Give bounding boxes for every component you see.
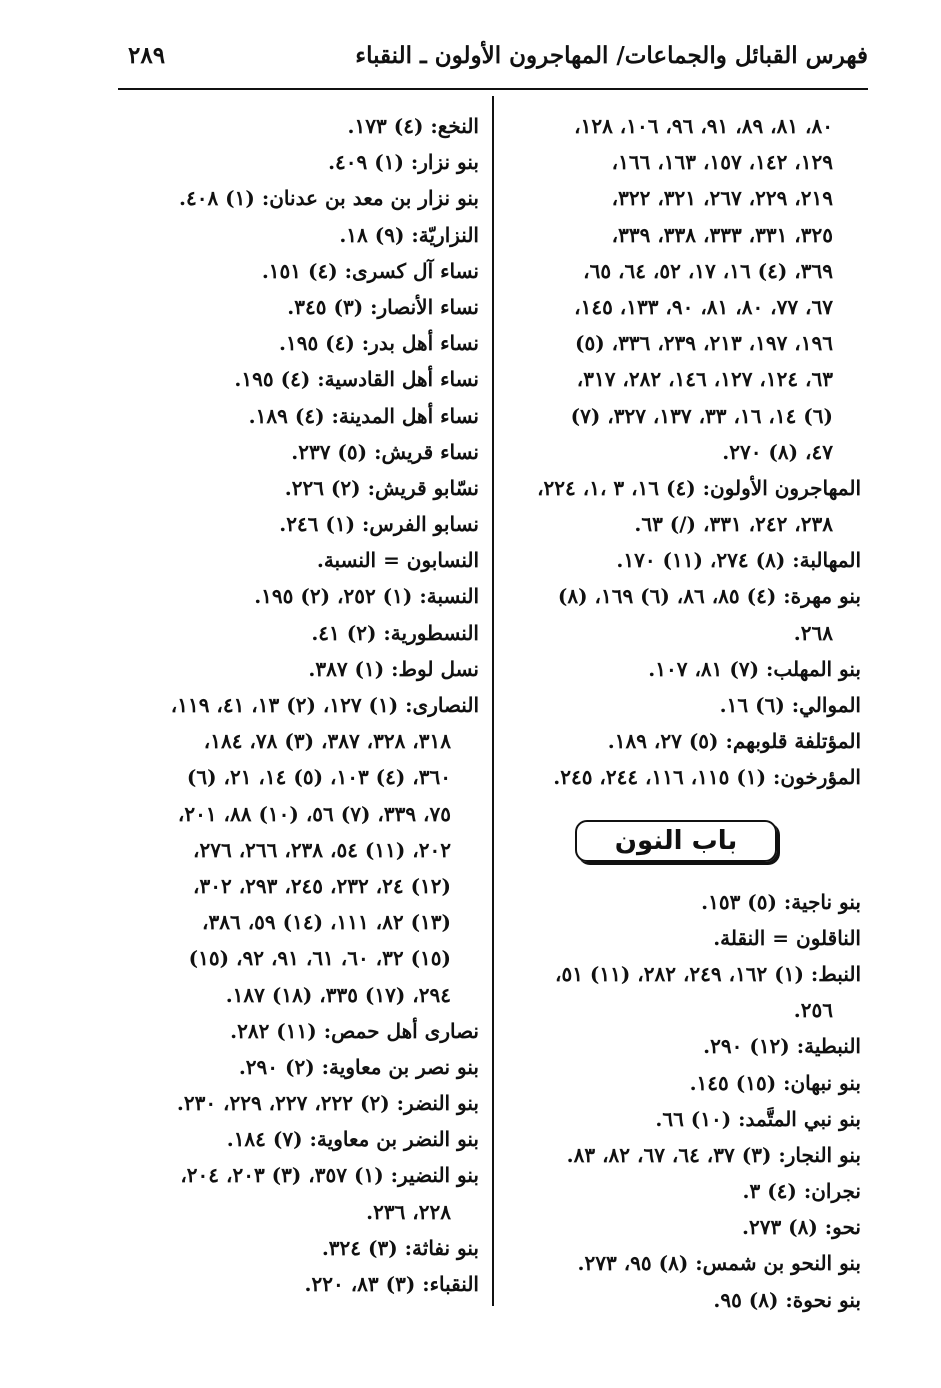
- index-line: ٣٢٥، ٣٣١، ٣٣٣، ٣٣٨، ٣٣٩،: [611, 222, 833, 247]
- index-entry: نساء أهل القادسية: (٤) ١٩٥.: [234, 367, 479, 392]
- section-heading-container: [491, 802, 861, 880]
- index-entry: بنو النضر بن معاوية: (٧) ١٨٤.: [226, 1127, 479, 1152]
- index-entry: نسّابو قريش: (٢) ٢٢٦.: [284, 475, 479, 500]
- index-entry: النخع: (٤) ١٧٣.: [347, 114, 479, 138]
- index-line: ٢٩٤، (١٧) ٣٣٥، (١٨) ١٨٧.: [225, 982, 451, 1007]
- index-entry: نسابو الفرس: (١) ٢٤٦.: [279, 512, 479, 537]
- index-line: ٣١٨، ٣٢٨، ٣٨٧، (٣) ٧٨، ١٨٤،: [203, 729, 451, 754]
- index-entry: الناقلون = النقلة.: [713, 925, 861, 950]
- index-line: ١٩٦، ١٩٧، ٢١٣، ٢٣٩، ٣٣٦، (٥): [575, 331, 833, 356]
- index-line: ٧٥، ٣٣٩، (٧) ٥٦، (١٠) ٨٨، ٢٠١،: [177, 801, 451, 826]
- right-column: [491, 108, 861, 1318]
- index-entry: نساء أهل بدر: (٤) ١٩٥.: [278, 331, 479, 356]
- page-number: ٢٨٩: [128, 42, 166, 69]
- index-entry: المهالبة: (٨) ٢٧٤، (١١) ١٧٠.: [616, 548, 861, 573]
- index-entry: بنو النحو بن شمس: (٨) ٩٥، ٢٧٣.: [577, 1251, 861, 1276]
- index-entry: النسبة: (١) ٢٥٢، (٢) ١٩٥.: [254, 584, 479, 609]
- index-entry: المؤتلفة قلوبهم: (٥) ٢٧، ١٨٩.: [607, 729, 861, 754]
- index-entry: المؤرخون: (١) ١١٥، ١١٦، ٢٤٤، ٢٤٥.: [553, 765, 861, 790]
- index-entry: النسابون = النسبة.: [316, 548, 479, 573]
- index-line: (١٢) ٢٤، ٢٣٢، ٢٤٥، ٢٩٣، ٣٠٢،: [193, 873, 451, 898]
- index-line: ٤٧، (٨) ٢٧٠.: [722, 439, 833, 464]
- index-entry: نجران: (٤) ٣.: [742, 1179, 861, 1204]
- index-line: ٢٦٨.: [793, 620, 833, 645]
- index-line: ٣٦٠، (٤) ١٠٣، (٥) ١٤، ٢١، (٦): [186, 765, 451, 790]
- index-entry: نساء الأنصار: (٣) ٣٤٥.: [287, 294, 479, 319]
- index-entry: بنو نزار: (١) ٤٠٩.: [328, 150, 479, 175]
- index-entry: بنو نبي المتَّمد: (١٠) ٦٦.: [655, 1106, 861, 1131]
- index-line: ٢٥٦.: [793, 998, 833, 1023]
- index-entry: نساء قريش: (٥) ٢٣٧.: [291, 439, 479, 464]
- index-entry: نحو: (٨) ٢٧٣.: [741, 1215, 861, 1240]
- index-line: (٦) ١٤، ١٦، ٣٣، ١٣٧، ٣٢٧، (٧): [570, 403, 833, 428]
- index-entry: الموالي: (٦) ١٦.: [719, 693, 861, 717]
- index-line: ٢٣٨، ٢٤٢، ٣٣١، (/) ٦٣.: [634, 512, 833, 537]
- index-entry: بنو النجار: (٣) ٣٧، ٦٤، ٦٧، ٨٢، ٨٣.: [566, 1142, 861, 1167]
- index-line: ٢٢٨، ٢٣٦.: [366, 1199, 451, 1224]
- index-entry: نصارى أهل حمص: (١١) ٢٨٢.: [230, 1018, 479, 1043]
- index-entry: النصارى: (١) ١٢٧، (٢) ١٣، ٤١، ١١٩،: [170, 693, 479, 717]
- index-line: ٨٠، ٨١، ٨٩، ٩١، ٩٦، ١٠٦، ١٢٨،: [574, 114, 833, 138]
- index-entry: بنو نفاثة: (٣) ٣٢٤.: [321, 1235, 479, 1260]
- index-entry: بنو ناجية: (٥) ١٥٣.: [701, 889, 861, 914]
- index-line: ٦٣، ١٢٤، ١٢٧، ١٤٦، ٢٨٢، ٣١٧،: [576, 367, 833, 392]
- index-entry: نساء أهل المدينة: (٤) ١٨٩.: [248, 403, 479, 428]
- index-entry: بنو نزار بن معد بن عدنان: (١) ٤٠٨.: [179, 186, 479, 211]
- index-entry: بنو نبهان: (١٥) ١٤٥.: [689, 1070, 861, 1095]
- index-entry: بنو نحوة: (٨) ٩٥.: [713, 1287, 861, 1312]
- index-entry: النقباء: (٣) ٨٣، ٢٢٠.: [304, 1272, 479, 1296]
- index-line: ٢٠٢، (١١) ٥٤، ٢٣٨، ٢٦٦، ٢٧٦،: [193, 837, 451, 862]
- header-rule: [118, 88, 868, 90]
- index-line: ١٢٩، ١٤٢، ١٥٧، ١٦٣، ١٦٦،: [611, 150, 833, 175]
- index-line: ٣٦٩، (٤) ١٦، ١٧، ٥٢، ٦٤، ٦٥،: [583, 258, 833, 283]
- index-entry: النزاريّة: (٩) ١٨.: [339, 222, 479, 247]
- index-entry: بنو النضير: (١) ٣٥٧، (٣) ٢٠٣، ٢٠٤،: [180, 1163, 479, 1188]
- index-entry: بنو النضر: (٢) ٢٢٢، ٢٢٧، ٢٢٩، ٢٣٠.: [176, 1091, 479, 1116]
- index-line: ٦٧، ٧٧، ٨٠، ٨١، ٩٠، ١٣٣، ١٤٥،: [574, 294, 833, 319]
- index-entry: النبطية: (١٢) ٢٩٠.: [703, 1034, 861, 1059]
- index-entry: نساء آل كسرى: (٤) ١٥١.: [261, 258, 479, 283]
- index-line: ٢١٩، ٢٢٩، ٢٦٧، ٣٢١، ٣٢٢،: [611, 186, 833, 211]
- running-title: فهرس القبائل والجماعات/ المهاجرون الأولون ـ النقباء: [355, 42, 868, 69]
- index-entry: نسل لوط: (١) ٣٨٧.: [308, 656, 479, 681]
- index-entry: بنو مهرة: (٤) ٨٥، ٨٦، (٦) ١٦٩، (٨): [557, 584, 861, 609]
- index-entry: النبط: (١) ١٦٢، ٢٤٩، ٢٨٢، (١١) ٥١،: [554, 961, 861, 986]
- page-header: [118, 38, 868, 78]
- index-entry: بنو المهلب: (٧) ٨١، ١٠٧.: [648, 656, 861, 681]
- index-entry: النسطورية: (٢) ٤١.: [311, 620, 479, 645]
- index-entry: المهاجرون الأولون: (٤) ١٦، ٣ ،١، ٢٢٤،: [537, 475, 861, 500]
- index-line: (١٣) ٨٢، ١١١، (١٤) ٥٩، ٣٨٦،: [202, 910, 451, 935]
- left-column: [109, 108, 479, 1302]
- index-entry: بنو نصر بن معاوية: (٢) ٢٩٠.: [238, 1054, 479, 1079]
- section-heading: باب النون: [575, 820, 777, 862]
- index-line: (١٥) ٣٢، ٦٠، ٦١، ٩١، ٩٢، (١٥): [188, 946, 451, 971]
